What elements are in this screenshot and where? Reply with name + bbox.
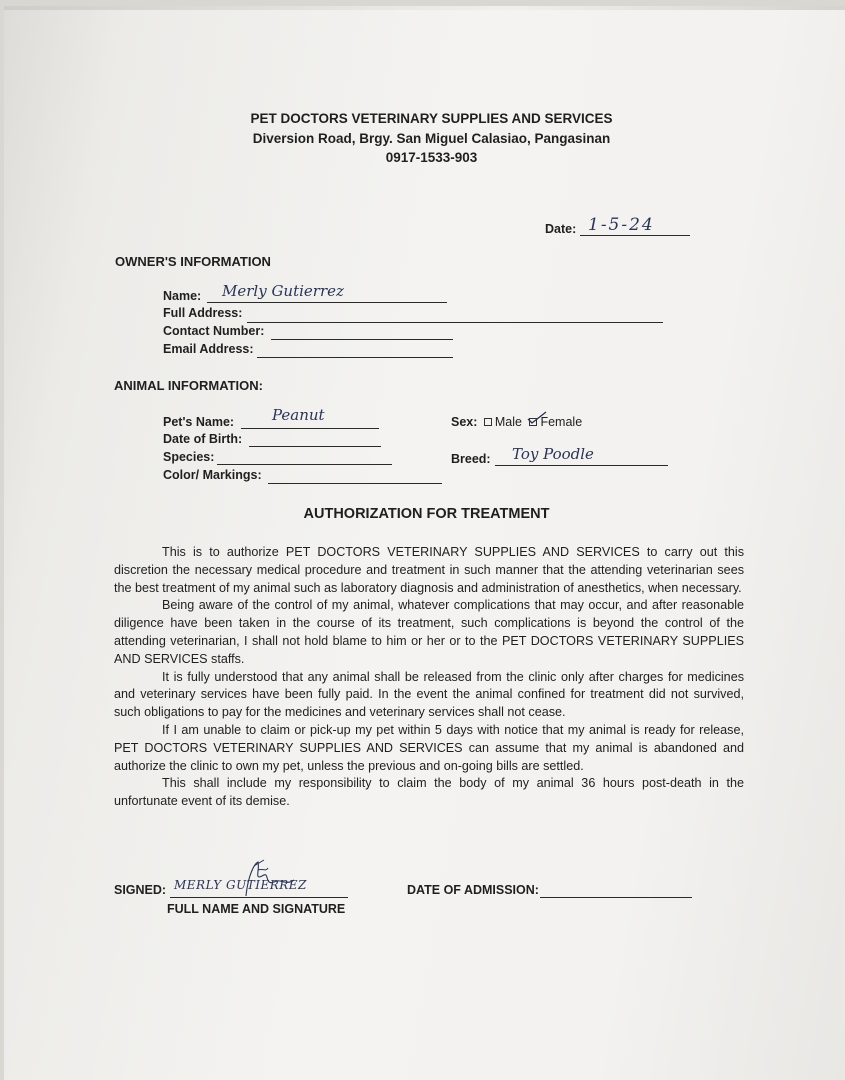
color-label: Color/ Markings: — [163, 468, 262, 482]
authorization-body — [4, 544, 845, 811]
contact-label: Contact Number: — [163, 324, 265, 338]
pet-name-value: Peanut — [272, 406, 325, 424]
signed-label: SIGNED: — [114, 883, 167, 897]
address-line[interactable] — [247, 322, 663, 323]
contact-line[interactable] — [271, 339, 453, 340]
pet-name-line[interactable] — [241, 428, 379, 429]
species-line[interactable] — [217, 464, 392, 465]
breed-value: Toy Poodle — [512, 445, 594, 463]
auth-paragraph-2: Being aware of the control of my animal, whatever complications that may occur, and after reasonable diligence have been taken in the course of its treatment, such complications is beyond the control of the attending veterinarian, I shall not hold blame to him or her or to the PET DOCTORS VETERINARY SUPPLIES AND SERVICES staffs. — [114, 598, 744, 666]
email-line[interactable] — [257, 357, 453, 358]
signature-caption: FULL NAME AND SIGNATURE — [167, 902, 346, 916]
date-value: 1-5-24 — [588, 215, 655, 235]
address-label: Full Address: — [163, 306, 243, 320]
species-label: Species: — [163, 450, 215, 464]
color-line[interactable] — [268, 483, 442, 484]
clinic-address: Diversion Road, Brgy. San Miguel Calasiao, Pangasinan — [252, 131, 611, 146]
email-label: Email Address: — [163, 342, 254, 356]
female-checkbox[interactable] — [529, 418, 537, 426]
form-page — [4, 6, 845, 1080]
authorization-title: AUTHORIZATION FOR TREATMENT — [303, 506, 550, 522]
male-checkbox[interactable] — [484, 418, 492, 426]
dob-line[interactable] — [249, 446, 381, 447]
sex-label: Sex: — [451, 415, 478, 429]
name-line[interactable] — [207, 302, 447, 303]
auth-paragraph-1: This is to authorize PET DOCTORS VETERINARY SUPPLIES AND SERVICES to carry out this discretion the necessary medical procedure and treatment in such manner that the attending veterinarian sees the best treatment of my animal such as laboratory diagnosis and administration of anesthetics, when necessary. — [114, 545, 744, 595]
check-mark-icon — [526, 410, 548, 424]
admission-label: DATE OF ADMISSION: — [407, 883, 539, 897]
clinic-phone: 0917-1533-903 — [385, 150, 478, 165]
breed-label: Breed: — [451, 452, 491, 466]
date-label: Date: — [545, 222, 577, 236]
auth-paragraph-5: This shall include my responsibility to claim the body of my animal 36 hours post-death in the unfortunate event of its demise. — [114, 776, 744, 809]
pet-name-label: Pet's Name: — [163, 415, 235, 429]
clinic-name: PET DOCTORS VETERINARY SUPPLIES AND SERVICES — [250, 111, 613, 126]
auth-paragraph-3: It is fully understood that any animal shall be released from the clinic only after charges for medicines and veterinary services have been fully paid. In the event the animal confined for treatment did not survived, such obligations to pay for the medicines and veterinary services shall not cease. — [114, 669, 744, 720]
date-line[interactable] — [580, 235, 690, 236]
admission-line[interactable] — [540, 897, 692, 898]
sex-field — [451, 415, 582, 429]
owner-heading: OWNER'S INFORMATION — [115, 254, 271, 269]
owner-name-value: Merly Gutierrez — [222, 282, 344, 300]
name-label: Name: — [163, 289, 202, 303]
signature-scribble-icon — [240, 856, 300, 901]
dob-label: Date of Birth: — [163, 432, 243, 446]
animal-heading: ANIMAL INFORMATION: — [114, 378, 263, 393]
male-label: Male — [494, 415, 522, 429]
female-label: Female — [540, 415, 583, 429]
signed-name-value: MERLY GUTIERREZ — [174, 878, 307, 892]
auth-paragraph-4: If I am unable to claim or pick-up my pet within 5 days with notice that my animal is ready for release, PET DOCTORS VETERINARY SUPPLIES AND SERVICES can assume that my animal is abandoned and authorize the clinic to own my pet, unless the previous and on-going bills are settled. — [114, 722, 744, 773]
breed-line[interactable] — [495, 465, 668, 466]
